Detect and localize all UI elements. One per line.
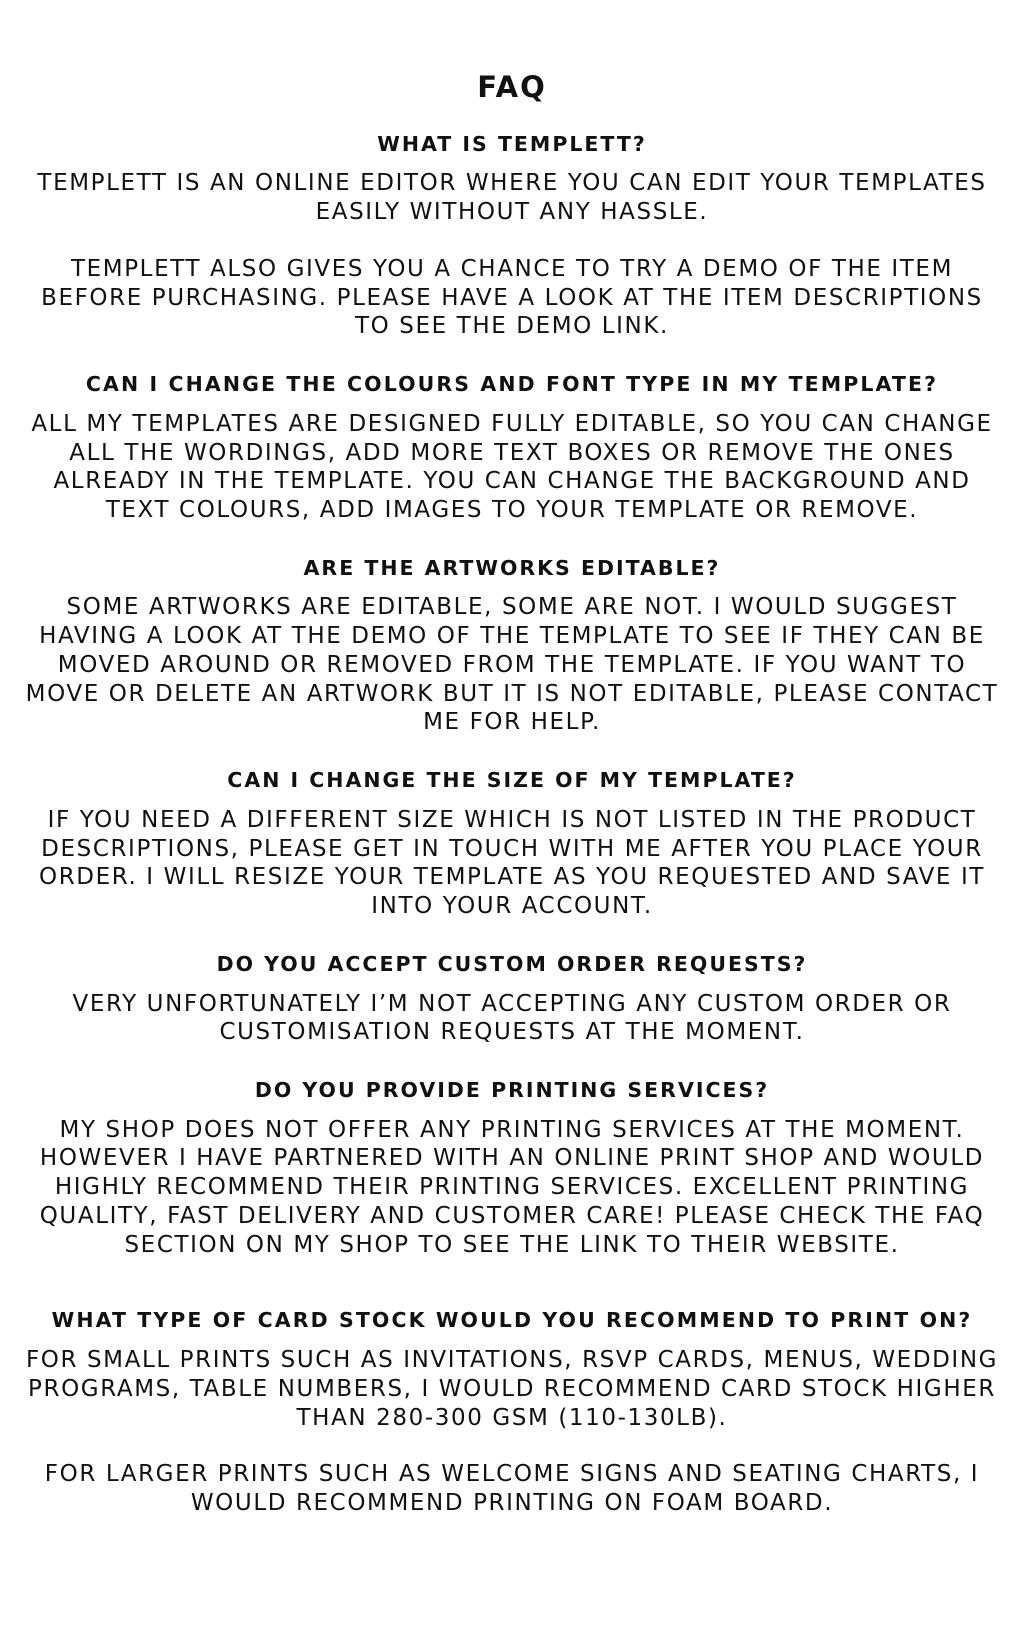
- faq-item-custom-orders: [20, 951, 1004, 1047]
- faq-item-change-size: [20, 767, 1004, 921]
- faq-answer: TEMPLETT ALSO GIVES YOU A CHANCE TO TRY A DEMO OF THE ITEM BEFORE PURCHASING. PLEASE HAVE A LOOK AT THE ITEM DESCRIPTIONS TO SEE THE DEMO LINK.: [41, 255, 983, 340]
- faq-item-artworks-editable: [20, 555, 1004, 737]
- faq-question: WHAT IS TEMPLETT?: [377, 131, 647, 156]
- faq-answer: IF YOU NEED A DIFFERENT SIZE WHICH IS NOT LISTED IN THE PRODUCT DESCRIPTIONS, PLEASE GET IN TOUCH WITH ME AFTER YOU PLACE YOUR ORDER. I WILL RESIZE YOUR TEMPLATE AS YOU REQUESTED AND SAVE IT INTO YOUR ACCOUNT.: [39, 806, 985, 920]
- faq-item-change-colours-fonts: [20, 371, 1004, 525]
- faq-question: WHAT TYPE OF CARD STOCK WOULD YOU RECOMMEND TO PRINT ON?: [51, 1308, 973, 1333]
- faq-item-printing-services: [20, 1077, 1004, 1259]
- page-title: FAQ: [477, 70, 547, 104]
- faq-answer: TEMPLETT IS AN ONLINE EDITOR WHERE YOU CAN EDIT YOUR TEMPLATES EASILY WITHOUT ANY HASSLE.: [37, 170, 987, 226]
- faq-answer: VERY UNFORTUNATELY I’M NOT ACCEPTING ANY CUSTOM ORDER OR CUSTOMISATION REQUESTS AT THE MOMENT.: [72, 990, 952, 1046]
- faq-question: CAN I CHANGE THE COLOURS AND FONT TYPE IN MY TEMPLATE?: [85, 372, 939, 397]
- faq-answer: FOR LARGER PRINTS SUCH AS WELCOME SIGNS AND SEATING CHARTS, I WOULD RECOMMEND PRINTING ON FOAM BOARD.: [44, 1461, 980, 1517]
- faq-question: DO YOU PROVIDE PRINTING SERVICES?: [254, 1078, 770, 1102]
- faq-item-what-is-templett: [20, 131, 1004, 341]
- faq-answer: ALL MY TEMPLATES ARE DESIGNED FULLY EDITABLE, SO YOU CAN CHANGE ALL THE WORDINGS, ADD MORE TEXT BOXES OR REMOVE THE ONES ALREADY IN THE TEMPLATE. YOU CAN CHANGE THE BACKGROUND AND TEXT COLOURS, ADD IMAGES TO YOUR TEMPLATE OR REMOVE.: [31, 410, 993, 524]
- faq-question: CAN I CHANGE THE SIZE OF MY TEMPLATE?: [227, 768, 797, 793]
- faq-answer: MY SHOP DOES NOT OFFER ANY PRINTING SERVICES AT THE MOMENT. HOWEVER I HAVE PARTNERED WITH AN ONLINE PRINT SHOP AND WOULD HIGHLY RECOMMEND THEIR PRINTING SERVICES. EXCELLENT PRINTING QUALITY, FAST DELIVERY AND CUSTOMER CARE! PLEASE CHECK THE FAQ SECTION ON MY SHOP TO SEE THE LINK TO THEIR WEBSITE.: [39, 1116, 985, 1258]
- faq-item-card-stock: [20, 1307, 1004, 1517]
- faq-question: DO YOU ACCEPT CUSTOM ORDER REQUESTS?: [216, 951, 808, 976]
- faq-answer: SOME ARTWORKS ARE EDITABLE, SOME ARE NOT. I WOULD SUGGEST HAVING A LOOK AT THE DEMO OF THE TEMPLATE TO SEE IF THEY CAN BE MOVED AROUND OR REMOVED FROM THE TEMPLATE. IF YOU WANT TO MOVE OR DELETE AN ARTWORK BUT IT IS NOT EDITABLE, PLEASE CONTACT ME FOR HELP.: [25, 594, 999, 736]
- faq-answer: FOR SMALL PRINTS SUCH AS INVITATIONS, RSVP CARDS, MENUS, WEDDING PROGRAMS, TABLE NUMBERS, I WOULD RECOMMEND CARD STOCK HIGHER THAN 280-300 GSM (110-130LB).: [25, 1347, 999, 1431]
- faq-question: ARE THE ARTWORKS EDITABLE?: [303, 555, 721, 580]
